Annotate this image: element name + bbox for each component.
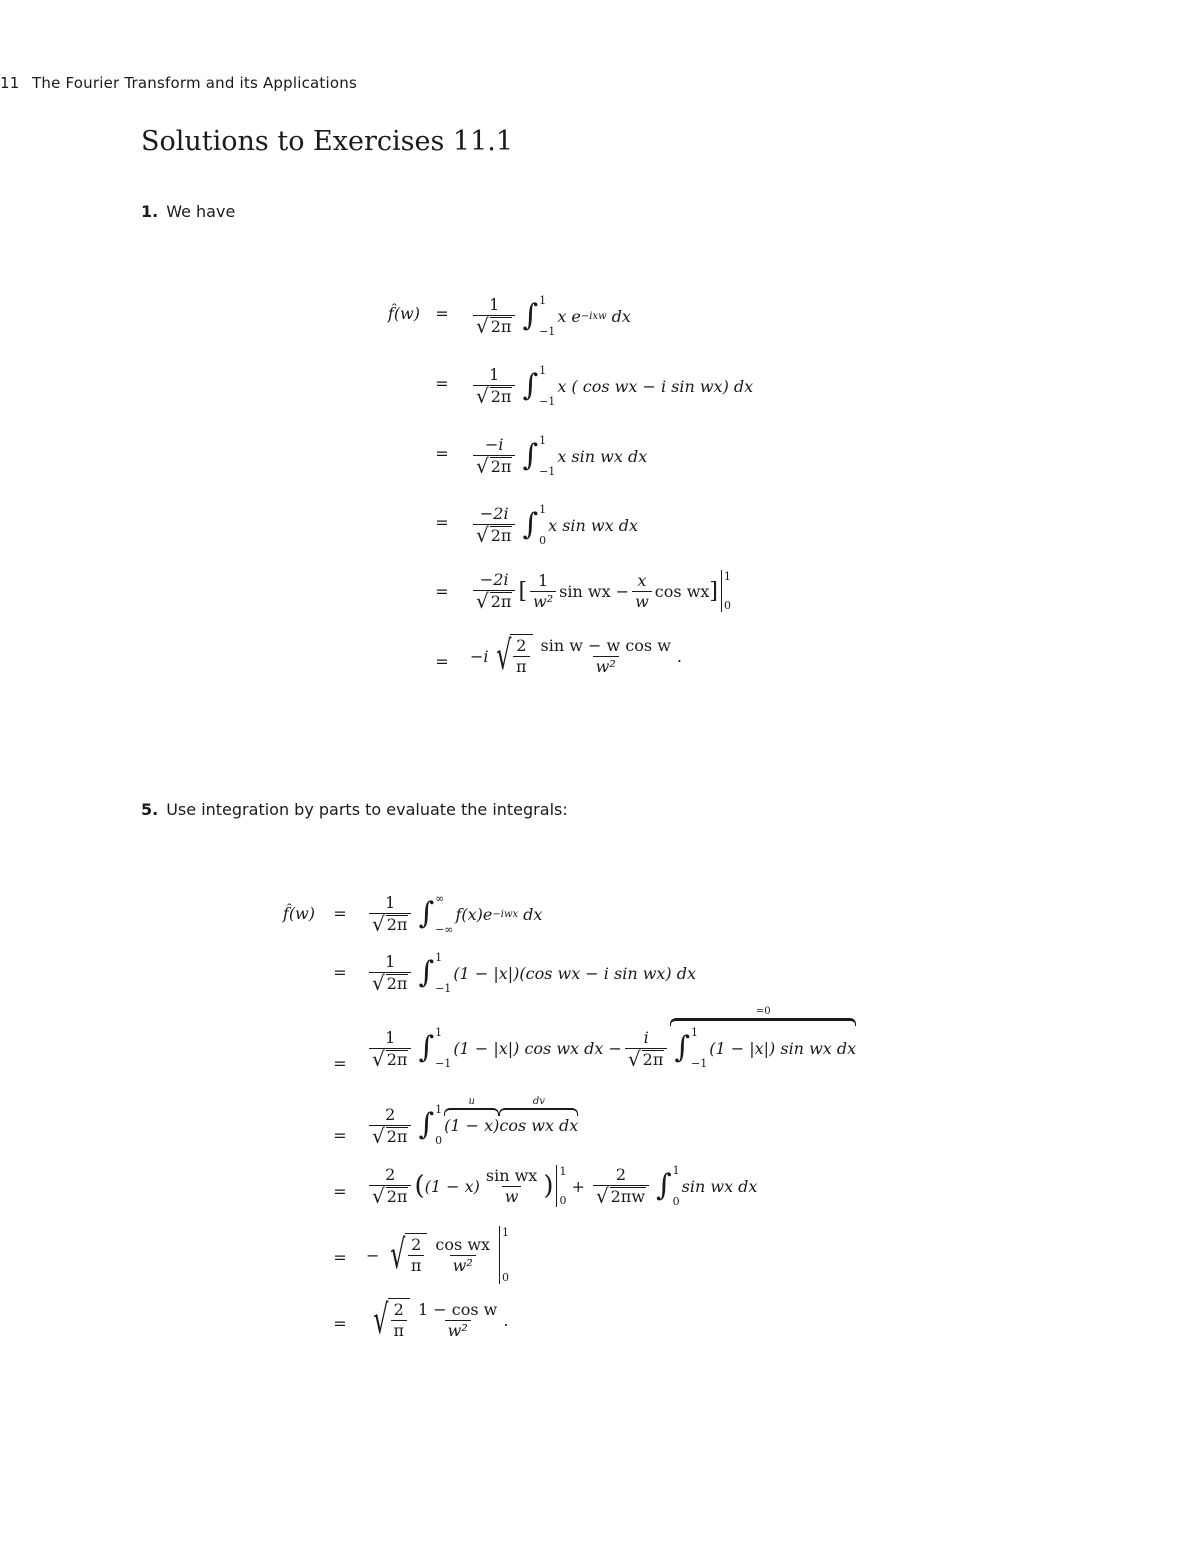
fhat-label: f̂(w) bbox=[387, 304, 420, 323]
problem-number: 1. bbox=[141, 202, 159, 221]
integrand: x ( cos wx − i sin wx) dx bbox=[557, 376, 754, 396]
equals-sign: = bbox=[333, 1054, 347, 1073]
equals-sign: = bbox=[333, 1248, 347, 1267]
integrand: (1 − |x|)(cos wx − i sin wx) dx bbox=[453, 963, 697, 983]
section-title: Solutions to Exercises 11.1 bbox=[141, 126, 514, 157]
overbrace-dv: dv cos wx dx bbox=[499, 1096, 579, 1135]
equals-sign: = bbox=[435, 513, 449, 532]
integral: ∫ 1 −1 bbox=[522, 294, 556, 338]
equals-sign: = bbox=[333, 1182, 347, 1201]
integrand: f(x)e bbox=[455, 904, 493, 924]
equals-sign: = bbox=[333, 1126, 347, 1145]
overbrace-u: u (1 − x) bbox=[444, 1096, 500, 1135]
fhat-label: f̂(w) bbox=[282, 904, 315, 923]
equals-sign: = bbox=[435, 304, 449, 323]
problem-text: We have bbox=[166, 202, 236, 221]
integrand: x sin wx dx bbox=[548, 515, 638, 535]
equals-sign: = bbox=[333, 963, 347, 982]
problem-5-intro bbox=[141, 800, 568, 819]
integrand: x sin wx dx bbox=[557, 446, 648, 466]
problem-number: 5. bbox=[141, 800, 159, 819]
equals-sign: = bbox=[435, 374, 449, 393]
problem-text: Use integration by parts to evaluate the integrals: bbox=[166, 800, 568, 819]
equals-sign: = bbox=[435, 444, 449, 463]
page-number: 11 bbox=[0, 74, 20, 92]
running-head bbox=[0, 74, 357, 92]
equals-sign: = bbox=[435, 582, 449, 601]
fraction: 1 √ 2π bbox=[473, 296, 515, 337]
overbrace-zero: =0 ∫ 1 −1 (1 − |x|) sin wx dx bbox=[670, 1006, 856, 1070]
running-title: The Fourier Transform and its Applications bbox=[32, 74, 357, 92]
integrand: x e bbox=[557, 306, 581, 326]
problem-1-intro bbox=[141, 202, 235, 221]
equals-sign: = bbox=[333, 1314, 347, 1333]
equals-sign: = bbox=[333, 904, 347, 923]
equals-sign: = bbox=[435, 652, 449, 671]
